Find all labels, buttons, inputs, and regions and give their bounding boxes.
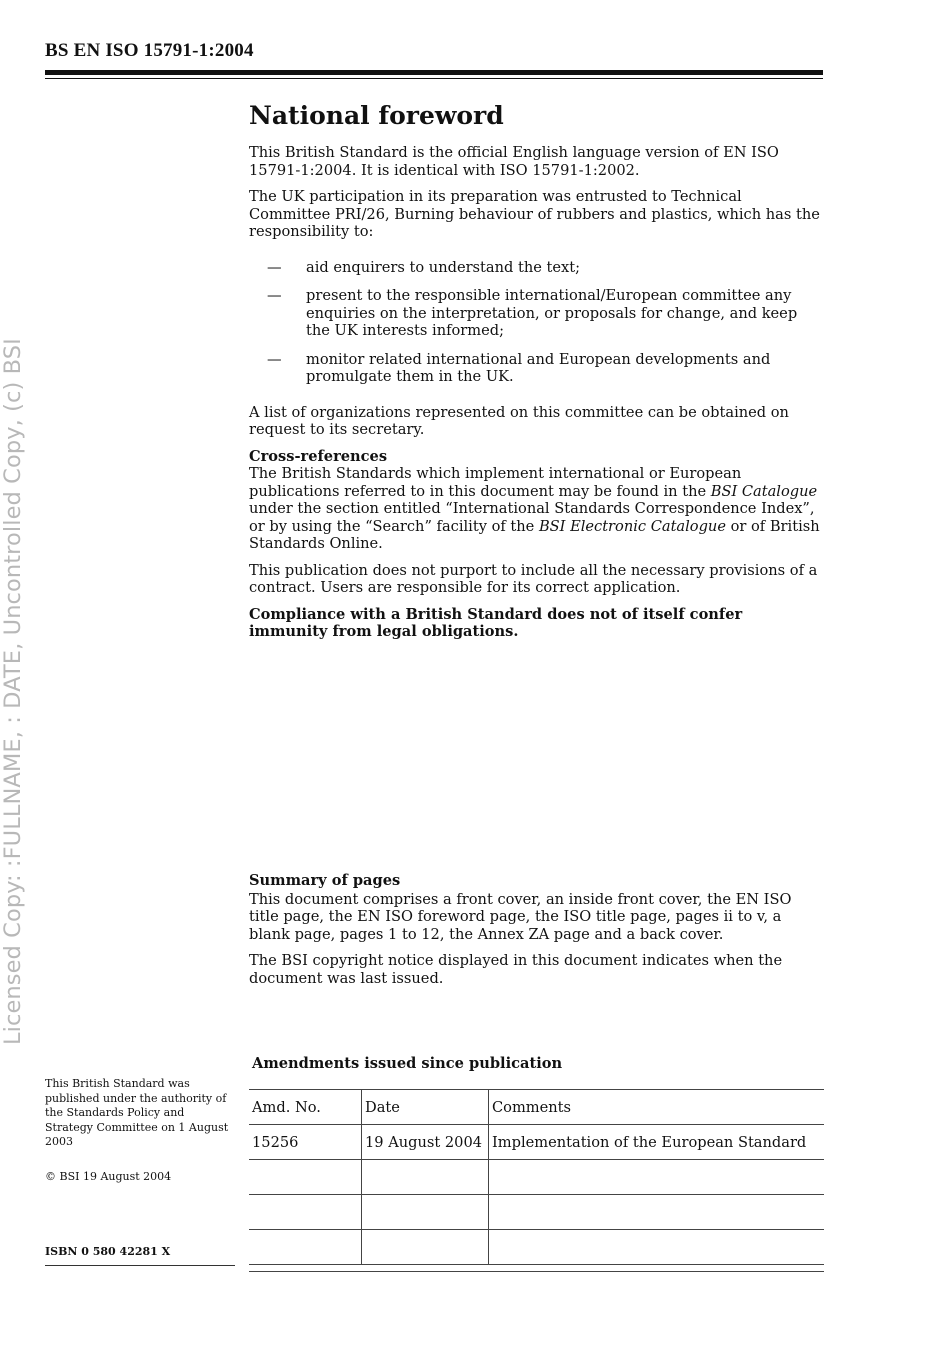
document-id: BS EN ISO 15791-1:2004 <box>45 40 254 61</box>
table-cell <box>249 1160 362 1195</box>
list-item: — aid enquirers to understand the text; <box>267 258 581 276</box>
table-cell <box>489 1160 825 1195</box>
cross-references-heading: Cross-references <box>249 447 388 465</box>
table-row <box>249 1195 824 1230</box>
table-header-row <box>249 1090 824 1125</box>
column-header: Amd. No. <box>249 1090 362 1125</box>
table-cell <box>362 1195 489 1230</box>
national-foreword <box>249 100 824 650</box>
dash-marker: — <box>267 350 282 368</box>
summary-para-2: The BSI copyright notice displayed in this document indicates when the document was last issued. <box>249 952 783 987</box>
table-row <box>249 1230 824 1265</box>
amendments-table <box>249 1089 824 1265</box>
header-rule-thin <box>45 78 823 79</box>
column-header: Date <box>362 1090 489 1125</box>
column-header: Comments <box>489 1090 825 1125</box>
table-cell <box>489 1195 825 1230</box>
dash-marker: — <box>267 287 282 304</box>
table-cell: 15256 <box>249 1125 362 1160</box>
table-cell: Implementation of the European Standard <box>489 1125 825 1160</box>
table-cell <box>249 1230 362 1265</box>
summary-heading: Summary of pages <box>249 872 401 889</box>
table-cell <box>362 1160 489 1195</box>
table-row <box>249 1125 824 1160</box>
isbn: ISBN 0 580 42281 X <box>45 1245 171 1258</box>
table-cell: 19 August 2004 <box>362 1125 489 1160</box>
list-item: — monitor related international and European developments and promulgate them in the UK. <box>267 350 771 385</box>
table-cell <box>249 1195 362 1230</box>
compliance-note: Compliance with a British Standard does not of itself confer immunity from legal obligations. <box>249 605 743 640</box>
amendments-title: Amendments issued since publication <box>252 1055 563 1072</box>
summary-of-pages <box>249 872 824 996</box>
bsi-catalogue: BSI Catalogue <box>710 482 818 500</box>
page-title: National foreword <box>249 101 504 130</box>
list-item: — present to the responsible international/European committee any enquiries on the interpretation, or proposals for change, and keep the UK interests informed; <box>267 287 798 339</box>
header-rule-thick <box>45 70 823 75</box>
bsi-electronic-catalogue: BSI Electronic Catalogue <box>538 517 726 535</box>
foreword-para-4: This publication does not purport to include all the necessary provisions of a contract. Users are responsible for its correct application. <box>249 561 818 596</box>
foreword-para-1: This British Standard is the official English language version of EN ISO 15791-1:2004. It is identical with ISO 15791-1:2002. <box>249 144 779 179</box>
bottom-rule <box>249 1271 824 1272</box>
side-rule <box>45 1265 235 1266</box>
responsibility-list <box>249 259 824 386</box>
table-cell <box>489 1230 825 1265</box>
cross-references-text: The British Standards which implement international or European publications referred to in this document may be found in the BSI Catalogue under the section entitled “International Standards Correspondence Index”, or by using the “Search” facility of the BSI Electronic Catalogue or of British Standards Online. <box>249 465 820 552</box>
publication-note: This British Standard was published under the authority of the Standards Policy and Strategy Committee on 1 August 2003 <box>45 1077 229 1148</box>
table-cell <box>362 1230 489 1265</box>
table-row <box>249 1160 824 1195</box>
foreword-para-3: A list of organizations represented on this committee can be obtained on request to its secretary. <box>249 403 789 438</box>
watermark: Licensed Copy: :FULLNAME, : DATE, Uncontrolled Copy, (c) BSI <box>0 338 26 1045</box>
dash-marker: — <box>267 258 282 276</box>
copyright-notice: © BSI 19 August 2004 <box>45 1170 172 1183</box>
foreword-para-2: The UK participation in its preparation was entrusted to Technical Committee PRI/26, Burning behaviour of rubbers and plastics, which has the responsibility to: <box>249 188 820 240</box>
summary-para-1: This document comprises a front cover, an inside front cover, the EN ISO title page, the EN ISO foreword page, the ISO title page, pages ii to v, a blank page, pages 1 to 12, the Annex ZA page and a back cover. <box>249 890 792 943</box>
